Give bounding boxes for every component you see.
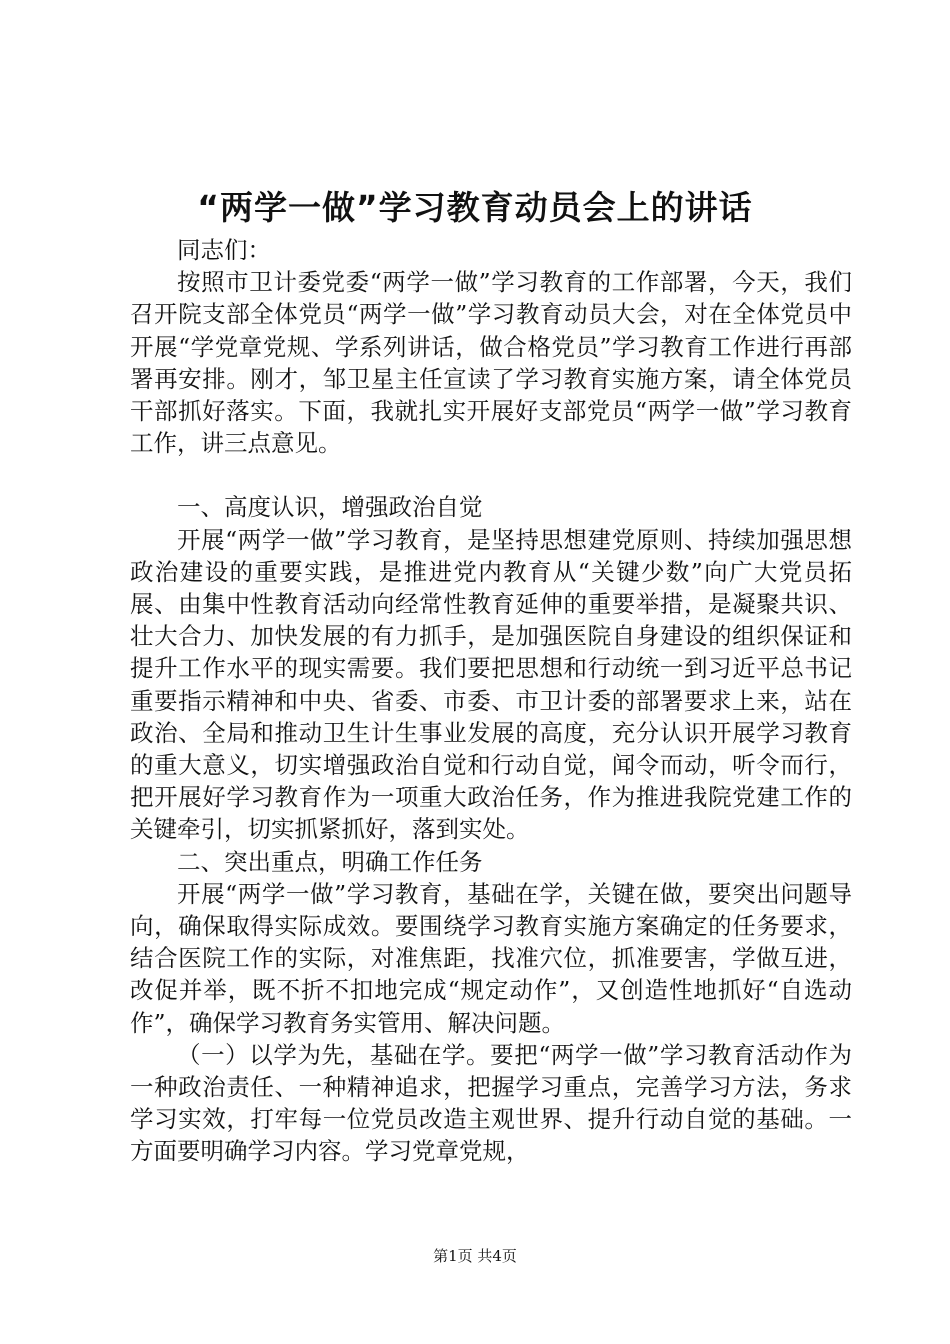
section-heading-2: 二、突出重点，明确工作任务 <box>177 847 483 876</box>
paragraph-gap <box>130 459 852 491</box>
intro-paragraph: 按照市卫计委党委“两学一做”学习教育的工作部署，今天，我们召开院支部全体党员“两学一做”学习教育动员大会，对在全体党员中开展“学党章党规、学系列讲话，做合格党员”学习教育工作进行再部署再安排。刚才，邹卫星主任宣读了学习教育实施方案，请全体党员干部抓好落实。下面，我就扎实开展好支部党员“两学一做”学习教育工作，讲三点意见。 <box>130 268 852 458</box>
document-body <box>130 234 852 1168</box>
page-number: 第1页 共4页 <box>433 1247 517 1265</box>
section-heading-1: 一、高度认识，增强政治自觉 <box>177 493 483 522</box>
salutation: 同志们： <box>177 236 271 264</box>
document-title: “两学一做”学习教育动员会上的讲话 <box>197 188 753 227</box>
subsection-paragraph-1: （一）以学为先，基础在学。要把“两学一做”学习教育活动作为一种政治责任、一种精神追求，把握学习重点，完善学习方法，务求学习实效，打牢每一位党员改造主观世界、提升行动自觉的基础。一方面要明确学习内容。学习党章党规， <box>130 1040 852 1166</box>
section-paragraph-1: 开展“两学一做”学习教育，是坚持思想建党原则、持续加强思想政治建设的重要实践，是推进党内教育从“关键少数”向广大党员拓展、由集中性教育活动向经常性教育延伸的重要举措，是凝聚共识、壮大合力、加快发展的有力抓手，是加强医院自身建设的组织保证和提升工作水平的现实需要。我们要把思想和行动统一到习近平总书记重要指示精神和中央、省委、市委、市卫计委的部署要求上来，站在政治、全局和推动卫生计生事业发展的高度，充分认识开展学习教育的重大意义，切实增强政治自觉和行动自觉，闻令而动，听令而行，把开展好学习教育作为一项重大政治任务，作为推进我院党建工作的关键牵引，切实抓紧抓好，落到实处。 <box>130 525 852 844</box>
section-paragraph-2: 开展“两学一做”学习教育，基础在学，关键在做，要突出问题导向，确保取得实际成效。要围绕学习教育实施方案确定的任务要求，结合医院工作的实际，对准焦距，找准穴位，抓准要害，学做互进，改促并举，既不折不扣地完成“规定动作”，又创造性地抓好“自选动作”，确保学习教育务实管用、解决问题。 <box>130 879 852 1037</box>
